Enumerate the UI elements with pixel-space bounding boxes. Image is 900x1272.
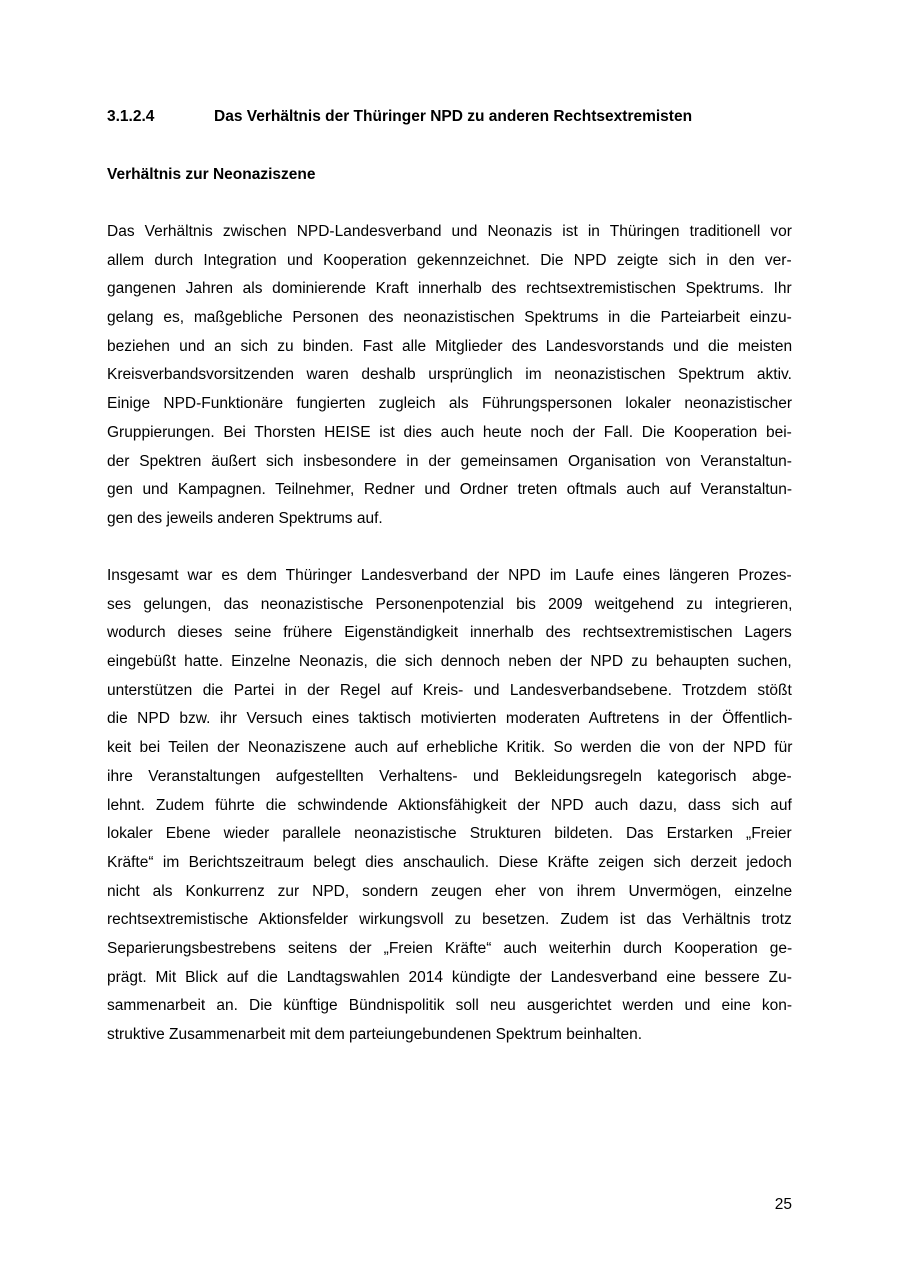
section-title: Das Verhältnis der Thüringer NPD zu anderen Rechtsextremisten xyxy=(214,108,693,125)
section-number: 3.1.2.4 xyxy=(107,108,155,125)
paragraph-line: Kreisverbandsvorsitzenden waren deshalb ursprünglich im neonazistischen Spektrum aktiv. xyxy=(107,366,792,384)
paragraph-line: gen des jeweils anderen Spektrums auf. xyxy=(107,509,383,527)
paragraph-line: lokaler Ebene wieder parallele neonazistische Strukturen bildeten. Das Erstarken „Freier xyxy=(107,825,792,843)
paragraph-line: Einige NPD-Funktionäre fungierten zugleich als Führungspersonen lokaler neonazistischer xyxy=(107,395,793,413)
paragraph-line: beziehen und an sich zu binden. Fast alle Mitglieder des Landesvorstands und die meisten xyxy=(107,337,793,355)
sub-heading: Verhältnis zur Neonaziszene xyxy=(107,166,316,183)
paragraph-line: Insgesamt war es dem Thüringer Landesverband der NPD im Laufe eines längeren Prozes- xyxy=(107,567,792,584)
paragraph-line: wodurch dieses seine frühere Eigenständigkeit innerhalb des rechtsextremistischen Lagers xyxy=(107,624,792,642)
paragraph-line: ses gelungen, das neonazistische Personenpotenzial bis 2009 weitgehend zu integrieren, xyxy=(107,595,793,613)
paragraph-line: ihre Veranstaltungen aufgestellten Verhaltens- und Bekleidungsregeln kategorisch abge- xyxy=(107,767,792,785)
paragraph-line: die NPD bzw. ihr Versuch eines taktisch motivierten moderaten Auftretens in der Öffentlich- xyxy=(107,710,793,728)
paragraph-line: der Spektren äußert sich insbesondere in der gemeinsamen Organisation von Veranstaltun- xyxy=(107,452,792,470)
paragraph-line: eingebüßt hatte. Einzelne Neonazis, die sich dennoch neben der NPD zu behaupten suchen, xyxy=(107,653,792,671)
paragraph-1 xyxy=(107,218,792,534)
paragraph-line: lehnt. Zudem führte die schwindende Aktionsfähigkeit der NPD auch dazu, dass sich auf xyxy=(107,796,792,814)
section-heading xyxy=(107,106,797,128)
page-number: 25 xyxy=(774,1196,792,1213)
paragraph-line: Gruppierungen. Bei Thorsten HEISE ist dies auch heute noch der Fall. Die Kooperation bei- xyxy=(107,423,792,441)
paragraph-line: Separierungsbestrebens seitens der „Freien Kräfte“ auch weiterhin durch Kooperation ge- xyxy=(107,939,793,957)
paragraph-line: Das Verhältnis zwischen NPD-Landesverband und Neonazis ist in Thüringen traditionell vor xyxy=(107,223,792,240)
paragraph-line: rechtsextremistische Aktionsfelder wirkungsvoll zu besetzen. Zudem ist das Verhältnis trotz xyxy=(107,911,792,929)
paragraph-line: gangenen Jahren als dominierende Kraft innerhalb des rechtsextremistischen Spektrums. Ihr xyxy=(107,280,792,298)
paragraph-line: sammenarbeit an. Die künftige Bündnispolitik soll neu ausgerichtet werden und eine kon- xyxy=(107,997,793,1015)
paragraph-line: keit bei Teilen der Neonaziszene auch auf erhebliche Kritik. So werden die von der NPD für xyxy=(107,739,793,757)
paragraph-line: nicht als Konkurrenz zur NPD, sondern zeugen eher von ihrem Unvermögen, einzelne xyxy=(107,882,793,900)
paragraph-line: struktive Zusammenarbeit mit dem parteiungebundenen Spektrum beinhalten. xyxy=(107,1026,643,1043)
paragraph-line: gen und Kampagnen. Teilnehmer, Redner und Ordner treten oftmals auch auf Veranstaltun- xyxy=(107,481,793,499)
paragraph-line: allem durch Integration und Kooperation gekennzeichnet. Die NPD zeigte sich in den ver- xyxy=(107,251,792,269)
paragraph-line: unterstützen die Partei in der Regel auf Kreis- und Landesverbandsebene. Trotzdem stößt xyxy=(107,681,792,699)
paragraph-line: prägt. Mit Blick auf die Landtagswahlen 2014 kündigte der Landesverband eine bessere Zu- xyxy=(107,968,792,986)
paragraph-2 xyxy=(107,562,792,1050)
paragraph-line: gelang es, maßgebliche Personen des neonazistischen Spektrums in die Parteiarbeit einzu- xyxy=(107,309,792,327)
paragraph-line: Kräfte“ im Berichtszeitraum belegt dies anschaulich. Diese Kräfte zeigen sich derzeit jedoch xyxy=(107,853,792,871)
